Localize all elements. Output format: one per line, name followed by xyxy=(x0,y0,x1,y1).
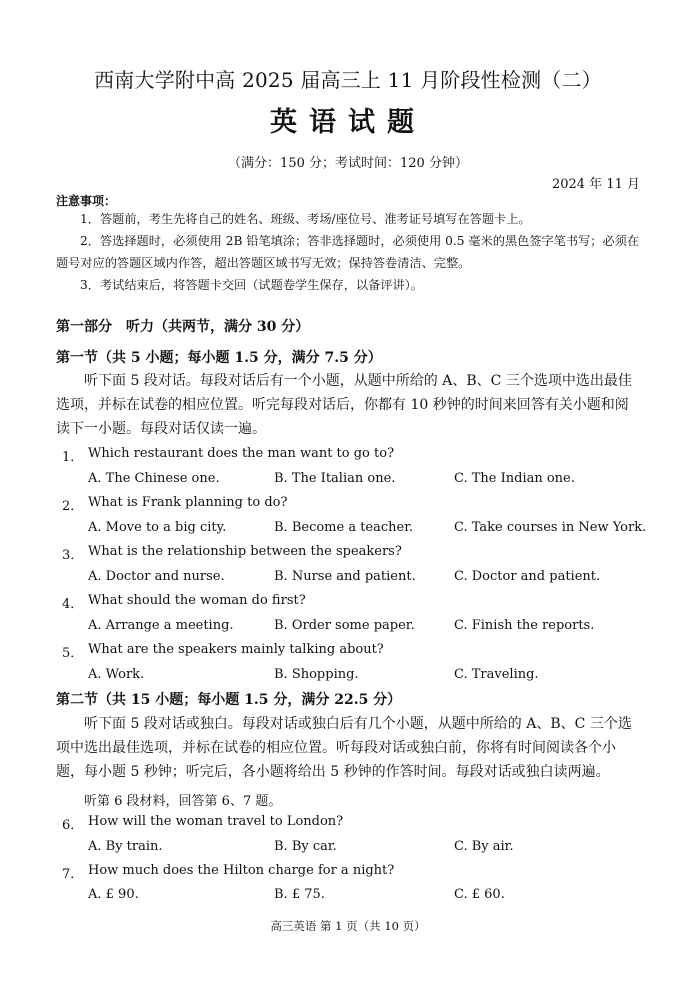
question-number: 2． xyxy=(62,499,84,514)
option-a: A. £ 90. xyxy=(88,887,139,902)
option-b: B. Order some paper. xyxy=(274,618,415,633)
option-a: A. Work. xyxy=(88,667,145,682)
section1-title: 第一节（共 5 小题；每小题 1.5 分，满分 7.5 分） xyxy=(56,350,382,366)
question-text: Which restaurant does the man want to go to? xyxy=(88,446,395,461)
notice-item-1: 1．答题前，考生先将自己的姓名、班级、考场/座位号、准考证号填写在答题卡上。 xyxy=(80,212,531,226)
option-c: C. Doctor and patient. xyxy=(454,569,601,584)
option-b: B. Become a teacher. xyxy=(274,520,414,535)
school-title: 西南大学附中高 2025 届高三上 11 月阶段性检测（二） xyxy=(94,68,602,92)
question-number: 7． xyxy=(62,867,84,882)
option-b: B. Nurse and patient. xyxy=(274,569,416,584)
question-number: 3． xyxy=(62,548,84,563)
notice-item-3: 3．考试结束后，将答题卡交回（试题卷学生保存，以备评讲）。 xyxy=(80,278,423,292)
exam-date: 2024 年 11 月 xyxy=(551,177,640,192)
option-a: A. Doctor and nurse. xyxy=(88,569,225,584)
option-b: B. £ 75. xyxy=(274,887,325,902)
option-c: C. Traveling. xyxy=(454,667,539,682)
question-text: What is the relationship between the speakers? xyxy=(88,544,402,559)
question-number: 4． xyxy=(62,597,84,612)
option-b: B. Shopping. xyxy=(274,667,359,682)
section2-instructions: 听下面 5 段对话或独白。每段对话或独白后有几个小题，从题中所给的 A、B、C 三个选项中选出最佳选项，并标在试卷的相应位置。听每段对话或独白前，你将有时间阅读各个小题，每小题 5 秒钟；听完后，各小题将给出 5 秒钟的作答时间。每段对话或独白读两遍。 xyxy=(56,716,632,780)
question-text: What are the speakers mainly talking about? xyxy=(88,642,384,657)
subject-title: 英语试题 xyxy=(270,107,426,138)
option-c: C. Finish the reports. xyxy=(454,618,595,633)
option-a: A. Arrange a meeting. xyxy=(88,618,234,633)
option-a: A. Move to a big city. xyxy=(88,520,227,535)
notice-title: 注意事项： xyxy=(56,194,117,208)
question-text: How much does the Hilton charge for a night? xyxy=(88,863,395,878)
question-number: 5． xyxy=(62,646,84,661)
section1-instructions: 听下面 5 段对话。每段对话后有一个小题，从题中所给的 A、B、C 三个选项中选出最佳选项，并标在试卷的相应位置。听完每段对话后，你都有 10 秒钟的时间来回答有关小题和阅读下一小题。每段对话仅读一遍。 xyxy=(56,373,632,437)
option-c: C. Take courses in New York. xyxy=(454,520,647,535)
option-b: B. The Italian one. xyxy=(274,471,396,486)
option-a: A. The Chinese one. xyxy=(88,471,220,486)
notice-item-2: 2．答选择题时，必须使用 2B 铅笔填涂；答非选择题时，必须使用 0.5 毫米的黑色签字笔书写；必须在题号对应的答题区域内作答，超出答题区域书写无效；保持答卷清洁、完整。 xyxy=(56,234,640,270)
part-title: 第一部分 听力（共两节，满分 30 分） xyxy=(56,319,310,335)
question-text: What should the woman do first? xyxy=(88,593,306,608)
material-lead: 听第 6 段材料，回答第 6、7 题。 xyxy=(84,794,282,809)
option-a: A. By train. xyxy=(88,839,163,854)
question-number: 6． xyxy=(62,818,84,833)
question-text: How will the woman travel to London? xyxy=(88,814,344,829)
section2-title: 第二节（共 15 小题；每小题 1.5 分，满分 22.5 分） xyxy=(56,692,402,708)
option-c: C. £ 60. xyxy=(454,887,505,902)
option-b: B. By car. xyxy=(274,839,337,854)
question-text: What is Frank planning to do? xyxy=(88,495,288,510)
question-number: 1． xyxy=(62,450,84,465)
option-c: C. By air. xyxy=(454,839,514,854)
option-c: C. The Indian one. xyxy=(454,471,575,486)
score-time-line: （满分：150 分；考试时间：120 分钟） xyxy=(228,156,468,171)
page-footer: 高三英语 第 1 页（共 10 页） xyxy=(270,919,426,933)
